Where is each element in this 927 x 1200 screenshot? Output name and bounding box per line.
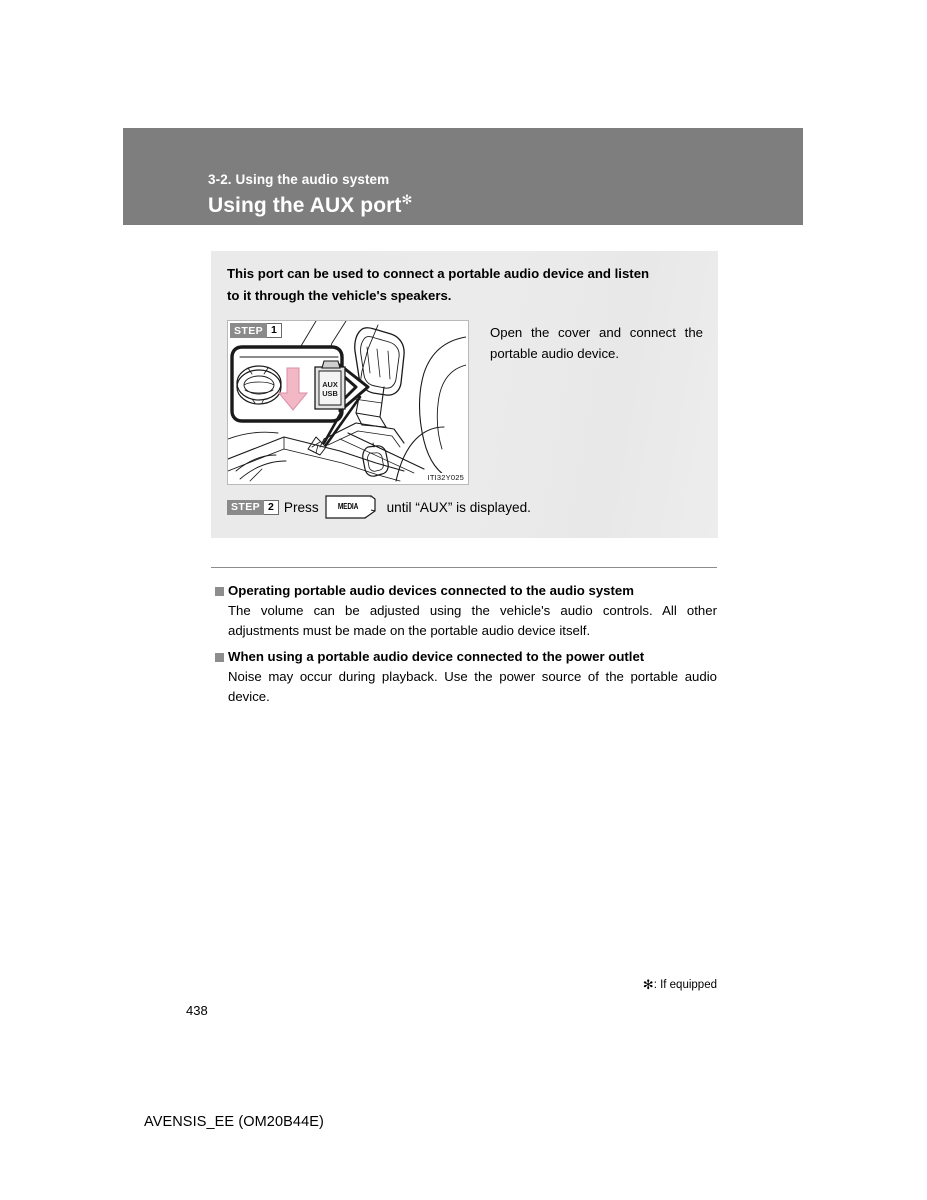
note-heading-text: Operating portable audio devices connected to the audio system [228, 583, 634, 598]
panel-intro-line2: to it through the vehicle's speakers. [227, 288, 452, 303]
note-heading-text: When using a portable audio device connected to the power outlet [228, 649, 645, 664]
note-body-text: The volume can be adjusted using the vehicle's audio controls. All other adjustments must be made on the portable audio device itself. [228, 603, 717, 638]
section-divider [211, 567, 717, 568]
step-1-badge-number: 1 [267, 323, 282, 338]
step-2-tail-text: until “AUX” is displayed. [386, 499, 531, 515]
step-1-instruction-text: Open the cover and connect the portable audio device. [490, 325, 703, 361]
note-heading [211, 583, 717, 598]
panel-intro-text [227, 263, 701, 307]
manual-identifier: AVENSIS_EE (OM20B44E) [144, 1114, 324, 1130]
step-2-press-label: Press [283, 499, 319, 515]
step-1-badge [230, 323, 282, 338]
svg-text:AUX: AUX [322, 380, 338, 389]
page-title-text: Using the AUX port [208, 194, 402, 217]
panel-intro-line1: This port can be used to connect a portable audio device and listen [227, 266, 650, 281]
step-1-badge-word: STEP [230, 323, 267, 338]
step-2-badge-word: STEP [227, 500, 264, 515]
note-body-text: Noise may occur during playback. Use the power source of the portable audio device. [228, 669, 717, 704]
step-2-row [227, 494, 531, 520]
aux-usb-port-icon [315, 361, 345, 409]
aux-port-illustration [227, 320, 469, 485]
step-2-badge-number: 2 [264, 500, 279, 515]
step-2-badge [227, 500, 279, 515]
footnote-asterisk-icon: ✻ [642, 977, 654, 992]
page-header-band [123, 128, 803, 225]
square-bullet-icon [215, 653, 224, 662]
header-section-label: 3-2. Using the audio system [208, 172, 390, 187]
notes-section [211, 583, 717, 715]
page-title [208, 192, 413, 218]
note-heading [211, 649, 717, 664]
title-footnote-asterisk: ✻ [401, 192, 413, 207]
page-number: 438 [186, 1003, 208, 1018]
footnote-text: : If equipped [653, 979, 717, 991]
media-button-graphic [325, 495, 380, 519]
square-bullet-icon [215, 587, 224, 596]
media-button-label: MEDIA [337, 502, 358, 511]
svg-text:USB: USB [322, 389, 338, 398]
instruction-panel [211, 251, 718, 538]
console-line-drawing [228, 321, 466, 482]
figure-code: ITI32Y025 [427, 473, 464, 482]
footnote [560, 977, 717, 993]
